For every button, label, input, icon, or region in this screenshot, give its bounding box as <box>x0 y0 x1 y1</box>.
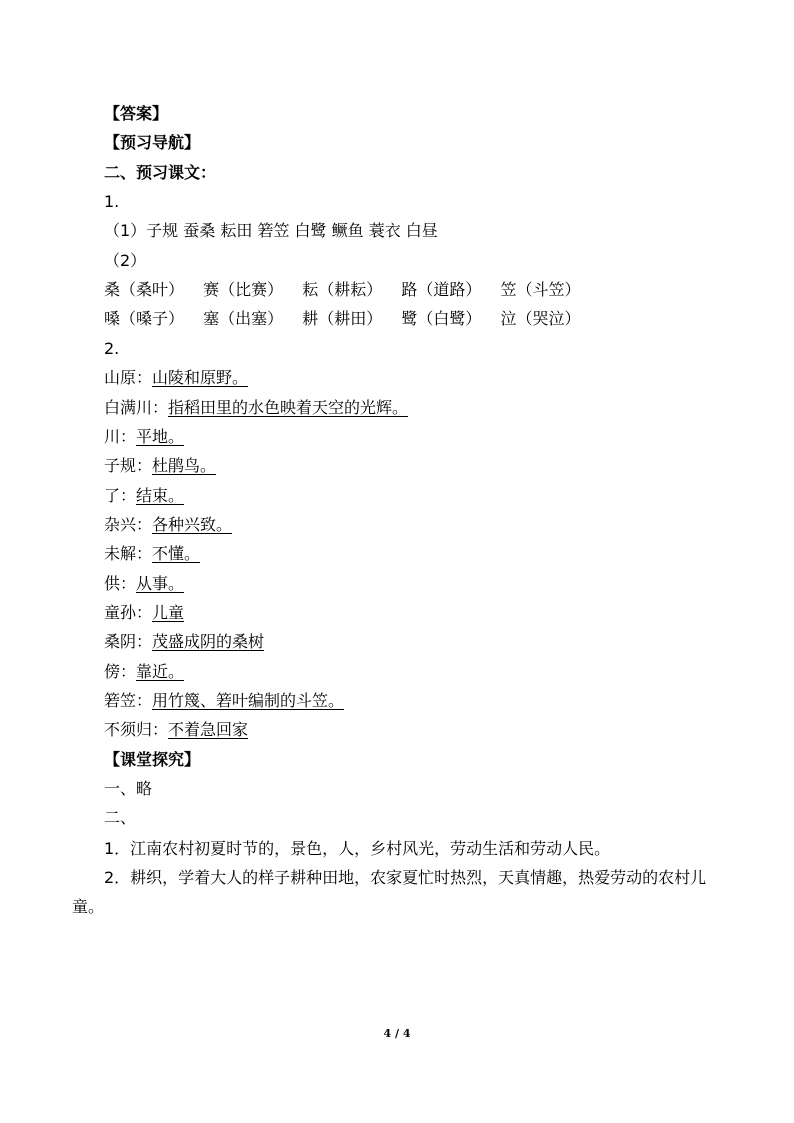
pair: 笠（斗笠） <box>500 280 581 299</box>
term: 不须归： <box>104 720 169 739</box>
term: 桑阴： <box>104 632 153 651</box>
section-two-title: 二、预习课文： <box>104 163 217 182</box>
term: 山原： <box>104 368 153 387</box>
definition-row <box>104 632 264 652</box>
item1-number: 1. <box>104 192 120 211</box>
meaning: 儿童 <box>152 603 185 622</box>
term: 傍： <box>104 662 137 681</box>
meaning: 杜鹃鸟。 <box>152 456 217 475</box>
classroom-heading: 【课堂探究】 <box>104 750 201 769</box>
meaning: 用竹篾、箬叶编制的斗笠。 <box>152 691 345 710</box>
definition-row <box>104 720 248 740</box>
definition-row <box>104 544 200 564</box>
character-pairs-row-2 <box>104 309 580 329</box>
pair: 耘（耕耘） <box>302 280 383 299</box>
term: 白满川： <box>104 398 169 417</box>
definition-row <box>104 368 248 388</box>
item1-sub2-label: （2） <box>104 251 147 270</box>
definition-row <box>104 662 184 682</box>
definition-row <box>104 486 184 506</box>
character-pairs-row-1 <box>104 280 580 300</box>
meaning: 不懂。 <box>152 544 201 563</box>
part-one: 一、略 <box>104 779 153 798</box>
pair: 嗓（嗓子） <box>104 309 185 328</box>
term: 子规： <box>104 456 153 475</box>
meaning: 茂盛成阴的桑树 <box>152 632 265 651</box>
pair: 路（道路） <box>401 280 482 299</box>
term: 未解： <box>104 544 153 563</box>
definition-row <box>104 603 184 623</box>
definition-row <box>104 398 408 418</box>
meaning: 从事。 <box>136 574 185 593</box>
preview-heading: 【预习导航】 <box>104 133 201 152</box>
pair: 耕（耕田） <box>302 309 383 328</box>
meaning: 山陵和原野。 <box>152 368 249 387</box>
meaning: 各种兴致。 <box>152 515 233 534</box>
term: 箬笠： <box>104 691 153 710</box>
pair: 泣（哭泣） <box>500 309 581 328</box>
pair: 赛（比赛） <box>203 280 284 299</box>
definition-row <box>104 515 232 535</box>
meaning: 不着急回家 <box>168 720 249 739</box>
term: 供： <box>104 574 137 593</box>
term: 杂兴： <box>104 515 153 534</box>
answer-1: 1．江南农村初夏时节的，景色，人，乡村风光，劳动生活和劳动人民。 <box>104 839 611 858</box>
meaning: 靠近。 <box>136 662 185 681</box>
answer-2: 2．耕织，学着大人的样子耕种田地，农家夏忙时热烈，天真情趣，热爱劳动的农村儿童。 <box>72 868 707 916</box>
item2-number: 2. <box>104 339 120 358</box>
meaning: 指稻田里的水色映着天空的光辉。 <box>168 398 409 417</box>
definition-row <box>104 691 344 711</box>
meaning: 平地。 <box>136 427 185 446</box>
part-two: 二、 <box>104 808 137 827</box>
pair: 鹭（白鹭） <box>401 309 482 328</box>
term: 了： <box>104 486 137 505</box>
item1-vocabulary-list: （1）子规 蚕桑 耘田 箬笠 白鹭 鳜鱼 蓑衣 白昼 <box>104 221 438 240</box>
definition-row <box>104 427 184 447</box>
answer-heading: 【答案】 <box>104 104 169 123</box>
pair: 塞（出塞） <box>203 309 284 328</box>
term: 川： <box>104 427 137 446</box>
page-number: 4 / 4 <box>383 1027 411 1040</box>
pair: 桑（桑叶） <box>104 280 185 299</box>
term: 童孙： <box>104 603 153 622</box>
meaning: 结束。 <box>136 486 185 505</box>
definition-row <box>104 574 184 594</box>
definition-row <box>104 456 216 476</box>
